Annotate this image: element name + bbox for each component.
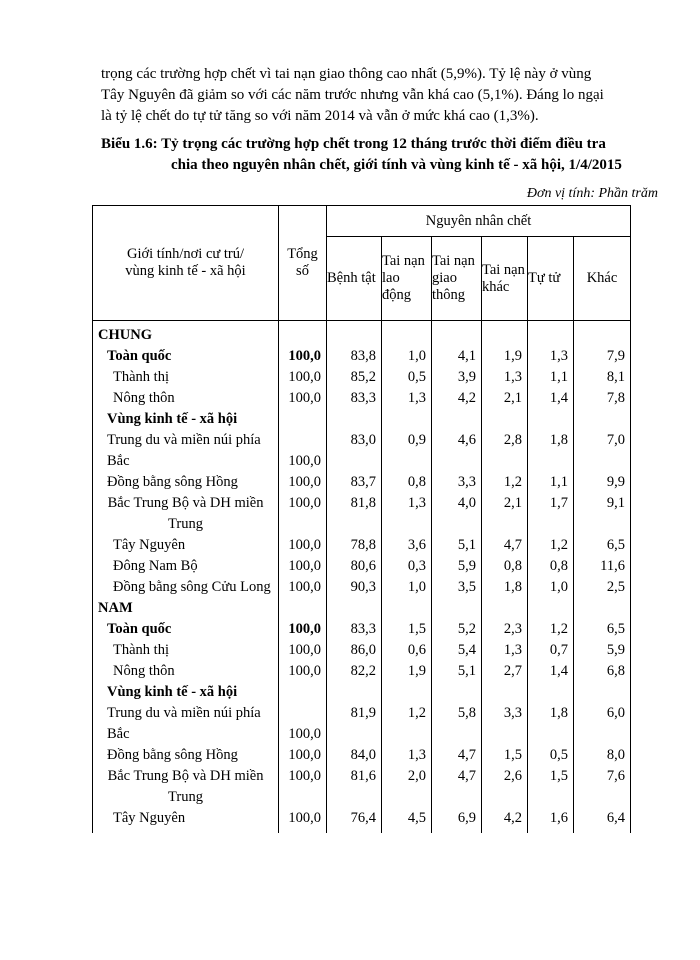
- caption-line-1: Biểu 1.6: Tỷ trọng các trường hợp chết trong 12 tháng trước thời điểm điều tra: [101, 136, 606, 152]
- row-label: Tây Nguyên: [93, 808, 279, 833]
- cell: 0,8: [482, 556, 528, 577]
- cell: 83,8: [327, 346, 382, 367]
- row-total: 100,0: [279, 703, 327, 745]
- cell: 7,8: [574, 388, 631, 409]
- cell: 1,3: [382, 493, 432, 535]
- table-row: [93, 430, 631, 472]
- cell: 83,3: [327, 619, 382, 640]
- cell: 5,9: [432, 556, 482, 577]
- cell: 3,3: [432, 472, 482, 493]
- cell: 6,9: [432, 808, 482, 833]
- cell: 5,9: [574, 640, 631, 661]
- cell: 5,2: [432, 619, 482, 640]
- table-row: [93, 577, 631, 598]
- row-total: 100,0: [279, 577, 327, 598]
- cell: 0,3: [382, 556, 432, 577]
- cell: 1,2: [482, 472, 528, 493]
- cell: 2,0: [382, 766, 432, 808]
- header-row-label: Giới tính/nơi cư trú/ vùng kinh tế - xã hội: [93, 206, 279, 321]
- row-total: 100,0: [279, 640, 327, 661]
- cell: 2,3: [482, 619, 528, 640]
- table-row: [93, 409, 631, 430]
- row-total: 100,0: [279, 535, 327, 556]
- table-row: [93, 556, 631, 577]
- cell: 4,7: [482, 535, 528, 556]
- cell: 5,1: [432, 535, 482, 556]
- cell: 1,2: [382, 703, 432, 745]
- cell: 1,8: [528, 703, 574, 745]
- cell: 2,1: [482, 388, 528, 409]
- cell: 3,9: [432, 367, 482, 388]
- cell: 83,0: [327, 430, 382, 472]
- cell: 3,3: [482, 703, 528, 745]
- cell: 4,1: [432, 346, 482, 367]
- statistics-table: [92, 205, 631, 833]
- cell: 85,2: [327, 367, 382, 388]
- cell: 1,5: [482, 745, 528, 766]
- row-total: 100,0: [279, 619, 327, 640]
- cell: 6,4: [574, 808, 631, 833]
- table-row: [93, 703, 631, 745]
- paragraph-line: trọng các trường hợp chết vì tai nạn giao thông cao nhất (5,9%). Tỷ lệ này ở vùng: [101, 66, 592, 82]
- cell: 9,1: [574, 493, 631, 535]
- cell: 3,6: [382, 535, 432, 556]
- cell: 11,6: [574, 556, 631, 577]
- cell: 1,0: [382, 577, 432, 598]
- table-row: [93, 640, 631, 661]
- table-row: [93, 619, 631, 640]
- row-total: 100,0: [279, 472, 327, 493]
- row-label: Vùng kinh tế - xã hội: [93, 682, 279, 703]
- cell: 1,0: [382, 346, 432, 367]
- header-cause: Tự tử: [528, 237, 574, 321]
- cell: 1,6: [528, 808, 574, 833]
- row-label: Đồng bằng sông Hồng: [93, 745, 279, 766]
- section-title: CHUNG: [93, 321, 279, 347]
- cell: 1,4: [528, 388, 574, 409]
- cell: 5,8: [432, 703, 482, 745]
- cell: 1,3: [382, 745, 432, 766]
- cell: 90,3: [327, 577, 382, 598]
- cell: 76,4: [327, 808, 382, 833]
- cell: 1,3: [482, 367, 528, 388]
- caption-line-2: chia theo nguyên nhân chết, giới tính và vùng kinh tế - xã hội, 1/4/2015: [171, 157, 622, 173]
- row-label: Đông Nam Bộ: [93, 556, 279, 577]
- row-label: Đồng bằng sông Cửu Long: [93, 577, 279, 598]
- row-total: 100,0: [279, 346, 327, 367]
- row-total: 100,0: [279, 388, 327, 409]
- cell: 1,2: [528, 619, 574, 640]
- cell: 4,5: [382, 808, 432, 833]
- cell: 2,8: [482, 430, 528, 472]
- table-row: [93, 661, 631, 682]
- row-label: Bắc Trung Bộ và DH miền Trung: [93, 493, 279, 535]
- cell: 83,7: [327, 472, 382, 493]
- cell: 1,7: [528, 493, 574, 535]
- cell: 6,5: [574, 535, 631, 556]
- cell: 3,5: [432, 577, 482, 598]
- cell: 1,3: [482, 640, 528, 661]
- row-label: Đồng bằng sông Hồng: [93, 472, 279, 493]
- cell: 4,6: [432, 430, 482, 472]
- table-row: [93, 367, 631, 388]
- row-total: 100,0: [279, 745, 327, 766]
- cell: 1,0: [528, 577, 574, 598]
- intro-paragraph: [101, 64, 661, 127]
- cell: 1,8: [528, 430, 574, 472]
- cell: 0,6: [382, 640, 432, 661]
- header-cause-group: Nguyên nhân chết: [327, 206, 631, 237]
- table-row: [93, 745, 631, 766]
- section-row: [93, 321, 631, 347]
- header-cause: Tai nạn lao động: [382, 237, 432, 321]
- cell: 1,2: [528, 535, 574, 556]
- row-label: Nông thôn: [93, 388, 279, 409]
- paragraph-line: là tỷ lệ chết do tự tử tăng so với năm 2014 và vẫn ở mức khá cao (1,3%).: [101, 108, 539, 124]
- cell: 0,5: [528, 745, 574, 766]
- cell: 83,3: [327, 388, 382, 409]
- cell: 2,6: [482, 766, 528, 808]
- row-label: Toàn quốc: [93, 619, 279, 640]
- cell: 4,7: [432, 745, 482, 766]
- cell: 5,1: [432, 661, 482, 682]
- section-row: [93, 598, 631, 619]
- row-label: Trung du và miền núi phía Bắc: [93, 430, 279, 472]
- row-label: Bắc Trung Bộ và DH miền Trung: [93, 766, 279, 808]
- cell: 0,7: [528, 640, 574, 661]
- cell: 1,4: [528, 661, 574, 682]
- table-row: [93, 766, 631, 808]
- cell: 81,6: [327, 766, 382, 808]
- cell: 4,7: [432, 766, 482, 808]
- table-caption: [101, 134, 661, 176]
- cell: 7,0: [574, 430, 631, 472]
- cell: 4,2: [482, 808, 528, 833]
- cell: 6,8: [574, 661, 631, 682]
- row-label: Toàn quốc: [93, 346, 279, 367]
- row-label: Nông thôn: [93, 661, 279, 682]
- cell: 5,4: [432, 640, 482, 661]
- cell: 86,0: [327, 640, 382, 661]
- header-total: Tổng số: [279, 206, 327, 321]
- table-row: [93, 388, 631, 409]
- row-total: 100,0: [279, 556, 327, 577]
- cell: 1,1: [528, 367, 574, 388]
- cell: 84,0: [327, 745, 382, 766]
- row-label: Vùng kinh tế - xã hội: [93, 409, 279, 430]
- cell: 2,7: [482, 661, 528, 682]
- cell: 4,0: [432, 493, 482, 535]
- row-total: 100,0: [279, 493, 327, 535]
- row-total: 100,0: [279, 430, 327, 472]
- table-row: [93, 535, 631, 556]
- header-cause: Tai nạn giao thông: [432, 237, 482, 321]
- cell: 82,2: [327, 661, 382, 682]
- cell: 9,9: [574, 472, 631, 493]
- row-total: 100,0: [279, 766, 327, 808]
- unit-note: Đơn vị tính: Phần trăm: [526, 186, 658, 201]
- table-row: [93, 472, 631, 493]
- row-label: Thành thị: [93, 640, 279, 661]
- cell: 4,2: [432, 388, 482, 409]
- table-row: [93, 493, 631, 535]
- cell: 2,1: [482, 493, 528, 535]
- row-total: 100,0: [279, 661, 327, 682]
- header-cause: Bệnh tật: [327, 237, 382, 321]
- cell: 1,1: [528, 472, 574, 493]
- cell: 1,9: [482, 346, 528, 367]
- cell: 0,8: [382, 472, 432, 493]
- cell: 7,9: [574, 346, 631, 367]
- row-label: Thành thị: [93, 367, 279, 388]
- cell: 1,9: [382, 661, 432, 682]
- cell: 1,8: [482, 577, 528, 598]
- cell: 78,8: [327, 535, 382, 556]
- table-row: [93, 808, 631, 833]
- header-cause: Tai nạn khác: [482, 237, 528, 321]
- row-label: Tây Nguyên: [93, 535, 279, 556]
- section-title: NAM: [93, 598, 279, 619]
- table-row: [93, 346, 631, 367]
- cell: 1,5: [382, 619, 432, 640]
- cell: 0,9: [382, 430, 432, 472]
- cell: 7,6: [574, 766, 631, 808]
- cell: 80,6: [327, 556, 382, 577]
- cell: 1,3: [528, 346, 574, 367]
- cell: 6,0: [574, 703, 631, 745]
- cell: 8,0: [574, 745, 631, 766]
- cell: 81,9: [327, 703, 382, 745]
- cell: 2,5: [574, 577, 631, 598]
- row-label: Trung du và miền núi phía Bắc: [93, 703, 279, 745]
- paragraph-line: Tây Nguyên đã giảm so với các năm trước nhưng vẫn khá cao (5,1%). Đáng lo ngại: [101, 87, 604, 103]
- cell: 81,8: [327, 493, 382, 535]
- cell: 0,5: [382, 367, 432, 388]
- table-row: [93, 682, 631, 703]
- cell: 1,3: [382, 388, 432, 409]
- header-cause: Khác: [574, 237, 631, 321]
- cell: 1,5: [528, 766, 574, 808]
- cell: 6,5: [574, 619, 631, 640]
- row-total: 100,0: [279, 367, 327, 388]
- cell: 8,1: [574, 367, 631, 388]
- cell: 0,8: [528, 556, 574, 577]
- row-total: 100,0: [279, 808, 327, 833]
